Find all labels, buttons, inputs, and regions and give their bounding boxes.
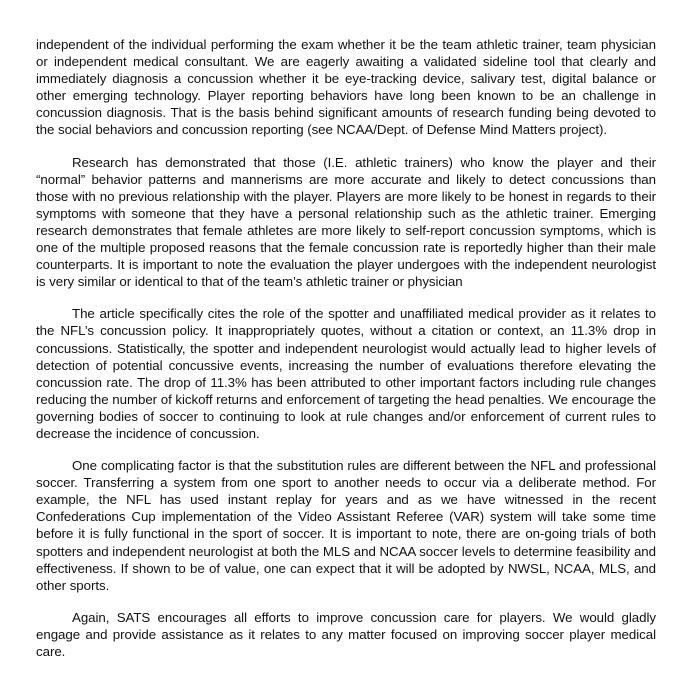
- document-page: [36, 36, 656, 675]
- paragraph-4: One complicating factor is that the substitution rules are different between the NFL and professional soccer. Transferring a system from one sport to another needs to occur via a deliberate method. For example, the NFL has used instant replay for years and as we have witnessed in the recent Confederations Cup implementation of the Video Assistant Referee (VAR) system will take some time before it is fully functional in the sport of soccer. It is important to note, there are on-going trials of both spotters and independent neurologist at both the MLS and NCAA soccer levels to determine feasibility and effectiveness. If shown to be of value, one can expect that it will be adopted by NWSL, NCAA, MLS, and other sports.: [36, 458, 656, 593]
- paragraph-3: The article specifically cites the role of the spotter and unaffiliated medical provider as it relates to the NFL’s concussion policy. It inappropriately quotes, without a citation or context, an 11.3% drop in concussions. Statistically, the spotter and independent neurologist would actually lead to higher levels of detection of potential concussive events, increasing the number of evaluations therefore elevating the concussion rate. The drop of 11.3% has been attributed to other important factors including rule changes reducing the number of kickoff returns and enforcement of targeting the head penalties. We encourage the governing bodies of soccer to continuing to look at rule changes and/or enforcement of current rules to decrease the incidence of concussion.: [36, 306, 656, 441]
- paragraph-1: independent of the individual performing the exam whether it be the team athletic trainer, team physician or independent medical consultant. We are eagerly awaiting a validated sideline tool that clearly and immediately diagnosis a concussion whether it be eye-tracking device, salivary test, digital balance or other emerging technology. Player reporting behaviors have long been known to be an challenge in concussion diagnosis. That is the basis behind significant amounts of research funding being devoted to the social behaviors and concussion reporting (see NCAA/Dept. of Defense Mind Matters project).: [36, 37, 656, 138]
- paragraph-5: Again, SATS encourages all efforts to improve concussion care for players. We would gladly engage and provide assistance as it relates to any matter focused on improving soccer player medical care.: [36, 609, 656, 659]
- paragraph-2: Research has demonstrated that those (I.E. athletic trainers) who know the player and their “normal” behavior patterns and mannerisms are more accurate and likely to detect concussions than those with no previous relationship with the player. Players are more likely to be honest in regards to their symptoms with someone that they have a personal relationship such as the athletic trainer. Emerging research demonstrates that female athletes are more likely to self-report concussion symptoms, which is one of the multiple proposed reasons that the female concussion rate is reportedly higher than their male counterparts. It is important to note the evaluation the player undergoes with the independent neurologist is very similar or identical to that of the team’s athletic trainer or physician: [36, 154, 656, 290]
